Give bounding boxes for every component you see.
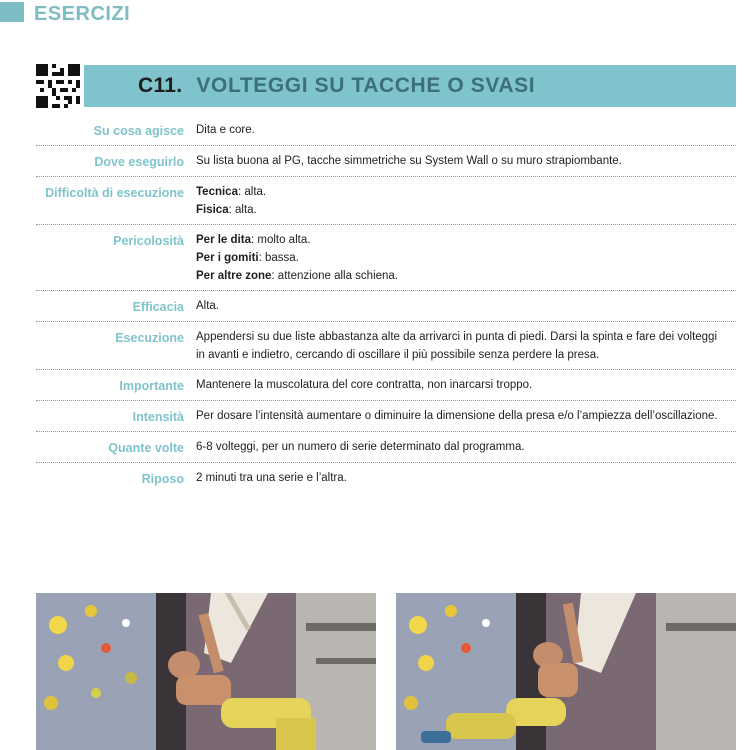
row-value [196,231,726,285]
row-label: Esecuzione [115,331,184,345]
fisica-value: : alta. [228,204,257,216]
tecnica-value: : alta. [237,186,267,198]
row-label: Quante volte [108,441,184,455]
row-value: Per dosare l’intensità aumentare o diminuire la dimensione della presa e/o l’ampiezza dell’oscillazione. [196,410,718,422]
altre-zone-value: : attenzione alla schiena. [271,270,399,282]
row-su-cosa-agisce [36,115,736,146]
row-label: Importante [119,379,184,393]
qr-code[interactable] [36,64,80,108]
row-riposo [36,463,736,493]
dita-value: : molto alta. [250,234,311,246]
row-label: Riposo [141,472,184,486]
row-dove-eseguirlo [36,146,736,177]
row-label: Intensità [132,410,184,424]
exercise-photo-2 [396,593,736,750]
row-label: Efficacia [132,300,184,314]
row-quante-volte [36,432,736,463]
row-value: Alta. [196,300,220,312]
tecnica-key: Tecnica [196,186,238,198]
row-label: Pericolosità [113,234,184,248]
row-intensita [36,401,736,432]
row-esecuzione [36,322,736,370]
row-value: Mantenere la muscolatura del core contratta, non inarcarsi troppo. [196,379,533,391]
row-value [196,183,726,219]
exercise-title-bar [84,65,736,107]
row-difficolta [36,177,736,225]
altre-zone-key: Per altre zone [196,270,272,282]
exercise-title: VOLTEGGI SU TACCHE O SVASI [196,74,536,97]
row-label: Su cosa agisce [93,124,184,138]
exercise-details [36,115,736,493]
row-value: Dita e core. [196,124,255,136]
row-label: Dove eseguirlo [94,155,184,169]
exercise-code: C11. [138,74,183,97]
fisica-key: Fisica [196,204,229,216]
row-importante [36,370,736,401]
gomiti-value: : bassa. [258,252,299,264]
row-pericolosita [36,225,736,291]
gomiti-key: Per i gomiti [196,252,259,264]
dita-key: Per le dita [196,234,251,246]
row-efficacia [36,291,736,322]
exercise-photo-1 [36,593,376,750]
row-label: Difficoltà di esecuzione [45,186,184,200]
section-label: ESERCIZI [34,3,131,25]
row-value: 6-8 volteggi, per un numero di serie determinato dal programma. [196,441,525,453]
row-value: Appendersi su due liste abbastanza alte da arrivarci in punta di piedi. Darsi la spinta e fare dei volteggi in avanti e indietro, cercando di oscillare il più possibile senza perdere la presa. [196,331,718,361]
row-value: Su lista buona al PG, tacche simmetriche su System Wall o su muro strapiombante. [196,155,622,167]
row-value: 2 minuti tra una serie e l’altra. [196,472,347,484]
section-tab-marker [0,2,24,22]
